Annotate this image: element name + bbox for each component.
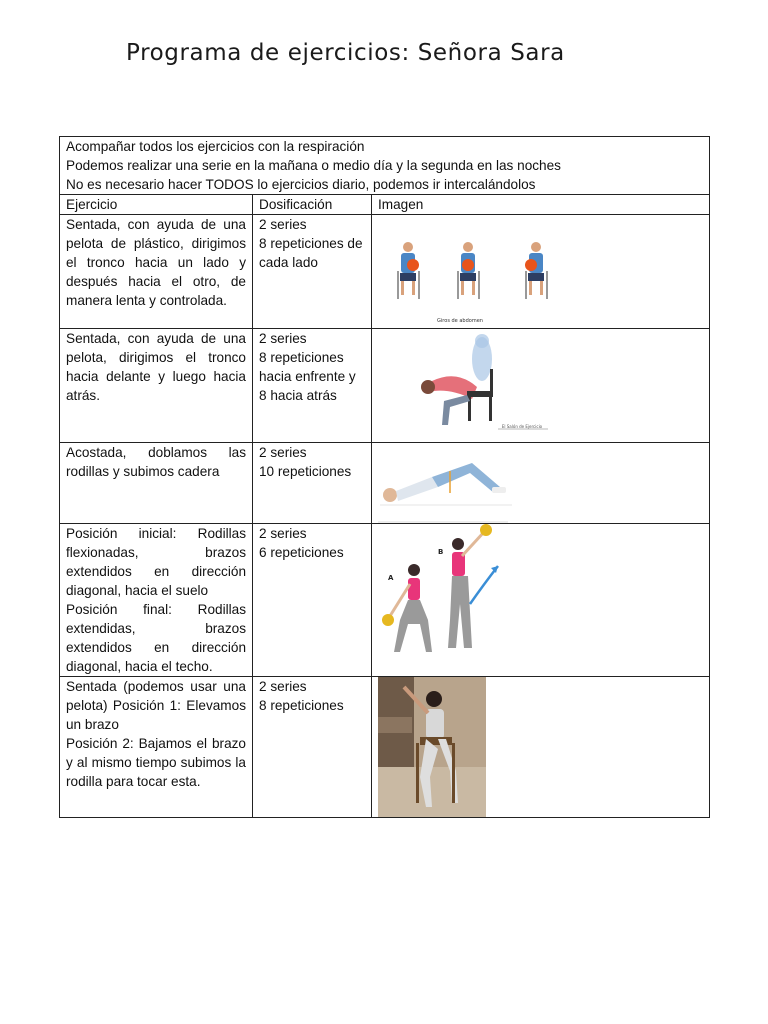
- exercise-cell: [60, 524, 253, 677]
- exercise-cell: [60, 443, 253, 524]
- seated-arm-knee-photo: [372, 677, 488, 817]
- table-row: [60, 443, 710, 524]
- exercise-text: Sentada (podemos usar una pelota) Posición 1: Elevamos un brazo: [66, 679, 246, 732]
- dosage-series: 2 series: [259, 679, 307, 694]
- dosage-cell: [253, 677, 372, 818]
- page-title: Programa de ejercicios: Señora Sara: [126, 40, 565, 66]
- dosage-reps: 6 repeticiones: [259, 545, 344, 560]
- dosage-series: 2 series: [259, 526, 307, 541]
- dosage-cell: [253, 443, 372, 524]
- image-cell: [372, 524, 710, 677]
- table-row: [60, 524, 710, 677]
- table-row: [60, 677, 710, 818]
- exercise-text: Sentada, con ayuda de una pelota, dirigimos el tronco hacia delante y luego hacia atrás.: [66, 331, 246, 403]
- exercise-cell: [60, 329, 253, 443]
- exercise-text: Posición inicial: Rodillas flexionadas, brazos extendidos en dirección diagonal, hacia el suelo: [66, 526, 246, 598]
- header-image: Imagen: [372, 195, 710, 215]
- label-b: B: [438, 548, 444, 556]
- dosage-cell: [253, 329, 372, 443]
- dosage-series: 2 series: [259, 331, 307, 346]
- label-a: A: [388, 574, 394, 582]
- diagonal-reach-illustration: [372, 524, 512, 674]
- exercise-text: Sentada, con ayuda de una pelota de plástico, dirigimos el tronco hacia un lado y después hacia el otro, de manera lenta y controlada.: [66, 217, 246, 308]
- seated-trunk-rotation-illustration: [372, 215, 548, 327]
- dosage-cell: [253, 215, 372, 329]
- header-dosage: Dosificación: [253, 195, 372, 215]
- hip-bridge-illustration: [372, 443, 522, 523]
- table-row: [60, 215, 710, 329]
- seated-forward-bend-illustration: [372, 329, 548, 441]
- dosage-series: 2 series: [259, 445, 307, 460]
- image-caption: Giros de abdomen: [437, 318, 483, 324]
- note-line: No es necesario hacer TODOS lo ejercicios diario, podemos ir intercalándolos: [66, 177, 536, 192]
- dosage-series: 2 series: [259, 217, 307, 232]
- exercise-text: Acostada, doblamos las rodillas y subimos cadera: [66, 445, 246, 479]
- note-line: Acompañar todos los ejercicios con la respiración: [66, 139, 365, 154]
- dosage-reps: 8 repeticiones de cada lado: [259, 236, 363, 270]
- image-cell: [372, 443, 710, 524]
- dosage-cell: [253, 524, 372, 677]
- header-row: [60, 195, 710, 215]
- dosage-reps: 8 repeticiones: [259, 698, 344, 713]
- exercise-cell: [60, 215, 253, 329]
- dosage-reps: 10 repeticiones: [259, 464, 352, 479]
- note-line: Podemos realizar una serie en la mañana o medio día y la segunda en las noches: [66, 158, 561, 173]
- notes-cell: [60, 137, 710, 195]
- exercise-text: Posición 2: Bajamos el brazo y al mismo tiempo subimos la rodilla para tocar esta.: [66, 736, 246, 789]
- dosage-reps: 8 repeticiones hacia enfrente y 8 hacia atrás: [259, 350, 356, 403]
- header-exercise: Ejercicio: [60, 195, 253, 215]
- image-cell: [372, 677, 710, 818]
- image-cell: [372, 329, 710, 443]
- notes-row: [60, 137, 710, 195]
- exercise-cell: [60, 677, 253, 818]
- exercise-table: [59, 136, 710, 818]
- exercise-text: Posición final: Rodillas extendidas, brazos extendidos en dirección diagonal, hacia el techo.: [66, 602, 246, 674]
- image-cell: [372, 215, 710, 329]
- image-caption: El Salón de Ejercicio: [501, 424, 543, 429]
- table-row: [60, 329, 710, 443]
